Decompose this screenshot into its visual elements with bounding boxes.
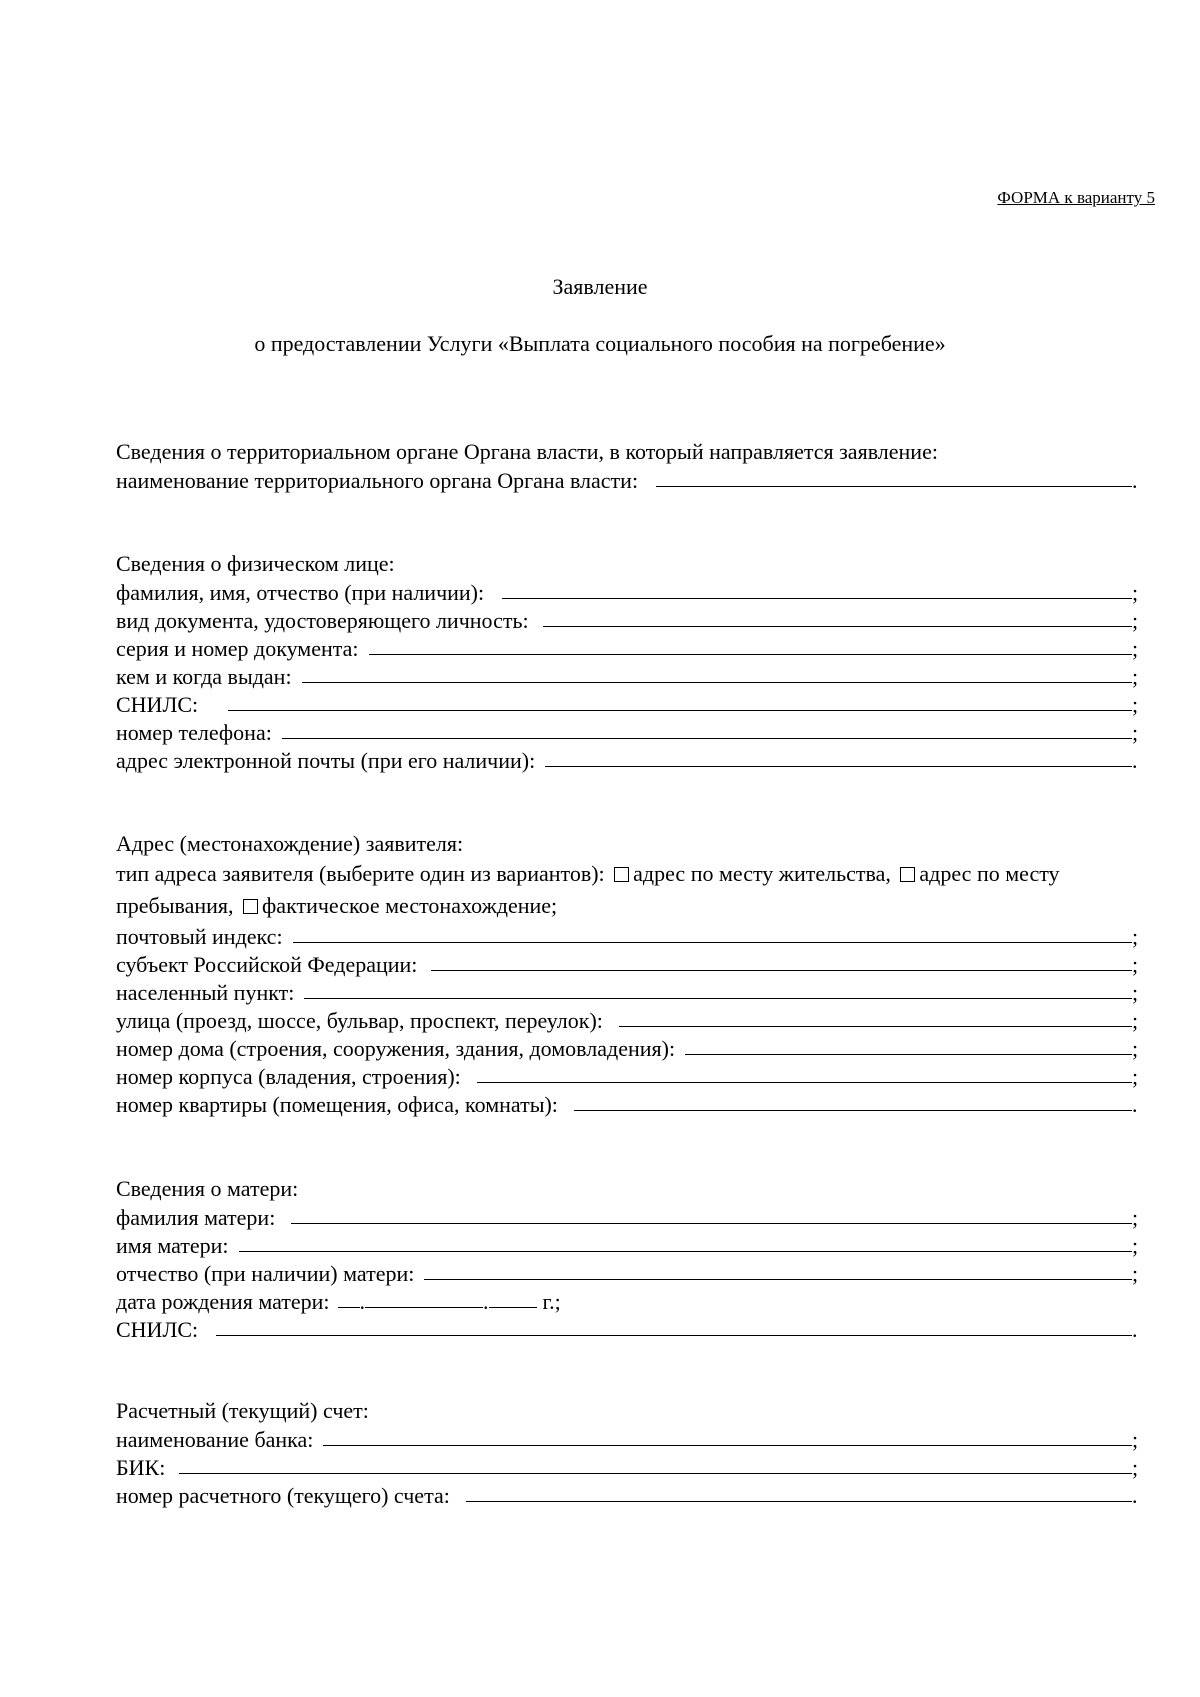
field-label: отчество (при наличии) матери: bbox=[116, 1261, 415, 1286]
field-label: дата рождения матери: bbox=[116, 1289, 330, 1314]
address-street-row bbox=[116, 1006, 1140, 1034]
person-fio-field[interactable] bbox=[502, 597, 1132, 599]
field-end: ; bbox=[1132, 636, 1139, 661]
address-heading: Адрес (местонахождение) заявителя: bbox=[116, 831, 464, 856]
bank-section bbox=[116, 1397, 1140, 1509]
field-label: номер расчетного (текущего) счета: bbox=[116, 1483, 450, 1508]
address-locality-row bbox=[116, 978, 1140, 1006]
field-end: ; bbox=[1132, 720, 1139, 745]
address-building-row bbox=[116, 1062, 1140, 1090]
field-end: . bbox=[1132, 748, 1138, 773]
bank-heading: Расчетный (текущий) счет: bbox=[116, 1398, 369, 1423]
mother-birth-date-row bbox=[116, 1287, 1140, 1315]
birth-year-field[interactable] bbox=[489, 1306, 537, 1308]
checkbox-actual[interactable] bbox=[243, 899, 258, 914]
mother-heading: Сведения о матери: bbox=[116, 1176, 299, 1201]
field-end: ; bbox=[1132, 608, 1139, 633]
address-street-field[interactable] bbox=[619, 1025, 1132, 1027]
person-doc-number-row bbox=[116, 634, 1140, 662]
field-label: фамилия матери: bbox=[116, 1205, 276, 1230]
field-label: адрес электронной почты (при его наличии): bbox=[116, 748, 536, 773]
field-label: СНИЛС: bbox=[116, 1317, 199, 1342]
person-doc-type-field[interactable] bbox=[543, 625, 1132, 627]
address-section bbox=[116, 830, 1140, 1118]
authority-name-field[interactable] bbox=[656, 485, 1132, 487]
field-end: ; bbox=[1132, 1036, 1139, 1061]
field-end: ; bbox=[1132, 1427, 1139, 1452]
field-end: ; bbox=[1132, 952, 1139, 977]
option-stay-label: адрес по месту пребывания, bbox=[116, 861, 1060, 918]
person-email-row bbox=[116, 746, 1140, 774]
checkbox-stay[interactable] bbox=[900, 867, 915, 882]
mother-name-field[interactable] bbox=[239, 1250, 1132, 1252]
address-apartment-row bbox=[116, 1090, 1140, 1118]
field-label: кем и когда выдан: bbox=[116, 664, 292, 689]
document-title: Заявление bbox=[552, 274, 648, 299]
address-apartment-field[interactable] bbox=[574, 1109, 1132, 1111]
birth-suffix: г.; bbox=[542, 1289, 561, 1314]
field-label: улица (проезд, шоссе, бульвар, проспект, переулок): bbox=[116, 1008, 603, 1033]
field-label: БИК: bbox=[116, 1455, 166, 1480]
field-label: номер корпуса (владения, строения): bbox=[116, 1064, 461, 1089]
mother-name-row bbox=[116, 1231, 1140, 1259]
address-type-paragraph bbox=[116, 858, 1140, 922]
bank-account-field[interactable] bbox=[466, 1500, 1132, 1502]
field-end: ; bbox=[1132, 1455, 1139, 1480]
birth-month-field[interactable] bbox=[365, 1306, 483, 1308]
address-postcode-field[interactable] bbox=[293, 941, 1132, 943]
field-end: ; bbox=[1132, 692, 1139, 717]
field-label: вид документа, удостоверяющего личность: bbox=[116, 608, 529, 633]
mother-surname-row bbox=[116, 1203, 1140, 1231]
form-reference: ФОРМА к варианту 5 bbox=[997, 188, 1155, 207]
address-type-prefix: тип адреса заявителя (выберите один из вариантов): bbox=[116, 861, 605, 886]
mother-section bbox=[116, 1175, 1140, 1343]
person-issued-field[interactable] bbox=[302, 681, 1132, 683]
person-heading: Сведения о физическом лице: bbox=[116, 551, 395, 576]
field-label: населенный пункт: bbox=[116, 980, 295, 1005]
mother-snils-field[interactable] bbox=[216, 1334, 1132, 1336]
birth-day-field[interactable] bbox=[338, 1306, 360, 1308]
authority-heading: Сведения о территориальном органе Органа власти, в который направляется заявление: bbox=[116, 439, 938, 464]
person-section bbox=[116, 550, 1140, 774]
field-label: наименование банка: bbox=[116, 1427, 314, 1452]
document-subtitle: о предоставлении Услуги «Выплата социального пособия на погребение» bbox=[254, 331, 946, 356]
field-end: ; bbox=[1132, 580, 1139, 605]
mother-snils-row bbox=[116, 1315, 1140, 1343]
bank-bik-row bbox=[116, 1453, 1140, 1481]
address-building-field[interactable] bbox=[477, 1081, 1132, 1083]
field-label: СНИЛС: bbox=[116, 692, 199, 717]
field-label: номер телефона: bbox=[116, 720, 272, 745]
field-label: почтовый индекс: bbox=[116, 924, 283, 949]
address-region-field[interactable] bbox=[431, 969, 1132, 971]
person-phone-field[interactable] bbox=[282, 737, 1132, 739]
field-label: наименование территориального органа Органа власти: bbox=[116, 468, 639, 493]
person-fio-row bbox=[116, 578, 1140, 606]
person-email-field[interactable] bbox=[545, 765, 1132, 767]
mother-patronymic-row bbox=[116, 1259, 1140, 1287]
field-label: серия и номер документа: bbox=[116, 636, 359, 661]
person-snils-row bbox=[116, 690, 1140, 718]
person-issued-row bbox=[116, 662, 1140, 690]
field-end: ; bbox=[1132, 1008, 1139, 1033]
address-house-row bbox=[116, 1034, 1140, 1062]
authority-section bbox=[116, 438, 1140, 494]
field-end: . bbox=[1132, 1092, 1138, 1117]
person-snils-field[interactable] bbox=[228, 709, 1132, 711]
person-phone-row bbox=[116, 718, 1140, 746]
authority-name-row bbox=[116, 466, 1140, 494]
date-separator: . bbox=[483, 1289, 489, 1314]
field-end: ; bbox=[1132, 664, 1139, 689]
field-label: номер дома (строения, сооружения, здания, домовладения): bbox=[116, 1036, 676, 1061]
address-house-field[interactable] bbox=[685, 1053, 1132, 1055]
person-doc-number-field[interactable] bbox=[369, 653, 1132, 655]
option-actual-label: фактическое местонахождение; bbox=[262, 893, 558, 918]
bank-bik-field[interactable] bbox=[179, 1472, 1132, 1474]
field-label: фамилия, имя, отчество (при наличии): bbox=[116, 580, 485, 605]
field-end: ; bbox=[1132, 1233, 1139, 1258]
mother-surname-field[interactable] bbox=[291, 1222, 1132, 1224]
field-end: ; bbox=[1132, 1205, 1139, 1230]
mother-patronymic-field[interactable] bbox=[424, 1278, 1132, 1280]
option-residence-label: адрес по месту жительства, bbox=[633, 861, 891, 886]
field-end: ; bbox=[1132, 1261, 1139, 1286]
person-doc-type-row bbox=[116, 606, 1140, 634]
bank-name-row bbox=[116, 1425, 1140, 1453]
field-label: имя матери: bbox=[116, 1233, 229, 1258]
field-end: ; bbox=[1132, 980, 1139, 1005]
field-label: субъект Российской Федерации: bbox=[116, 952, 418, 977]
field-end: ; bbox=[1132, 1064, 1139, 1089]
address-postcode-row bbox=[116, 922, 1140, 950]
field-end: . bbox=[1132, 1317, 1138, 1342]
field-end: ; bbox=[1132, 924, 1139, 949]
address-region-row bbox=[116, 950, 1140, 978]
field-end: . bbox=[1132, 468, 1138, 493]
checkbox-residence[interactable] bbox=[614, 867, 629, 882]
date-separator: . bbox=[359, 1289, 366, 1314]
address-locality-field[interactable] bbox=[304, 997, 1132, 999]
field-end: . bbox=[1132, 1483, 1138, 1508]
field-label: номер квартиры (помещения, офиса, комнаты): bbox=[116, 1092, 558, 1117]
bank-account-row bbox=[116, 1481, 1140, 1509]
bank-name-field[interactable] bbox=[323, 1444, 1132, 1446]
